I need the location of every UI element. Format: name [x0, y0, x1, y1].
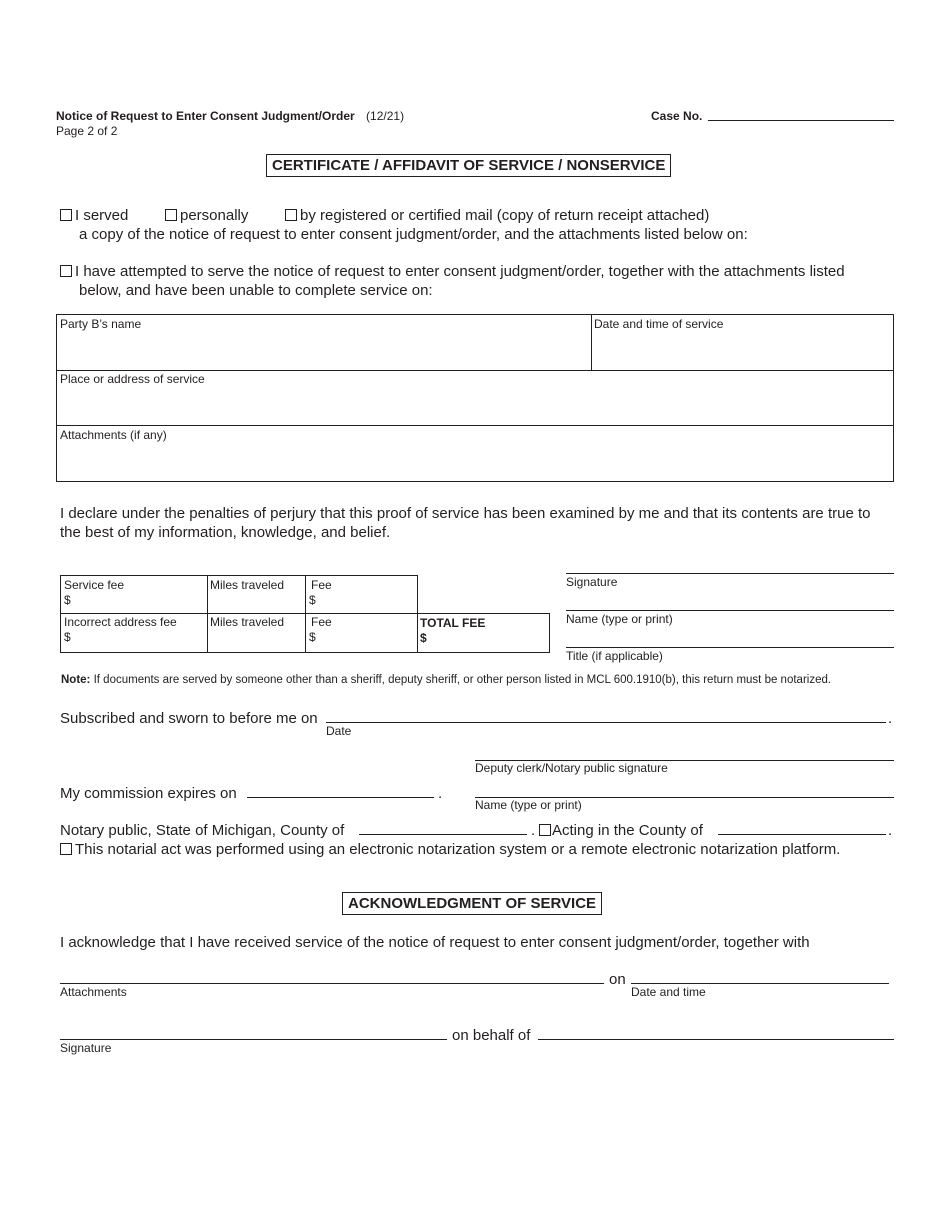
- incorrect-fee-label: Incorrect address fee: [64, 615, 177, 629]
- service-fee-dollar: $: [64, 593, 71, 607]
- fee-2-dollar: $: [309, 630, 316, 644]
- electronic-notarization-label: This notarial act was performed using an electronic notarization system or a remote electronic notarization platform.: [75, 841, 841, 858]
- commission-period: .: [438, 785, 443, 802]
- miles-traveled-2-field[interactable]: [207, 613, 306, 653]
- place-field[interactable]: [56, 370, 894, 426]
- name-print-label: Name (type or print): [566, 612, 673, 626]
- signature-field[interactable]: [566, 610, 894, 611]
- declaration-line-1: I declare under the penalties of perjury that this proof of service has been examined by me and that its contents are true to: [60, 505, 871, 522]
- commission-label: My commission expires on: [60, 785, 237, 802]
- mail-checkbox[interactable]: [285, 209, 297, 221]
- service-fee-label: Service fee: [64, 578, 125, 592]
- case-no-label: Case No.: [651, 109, 703, 123]
- attempted-checkbox[interactable]: [60, 265, 72, 277]
- electronic-notarization-checkbox[interactable]: [60, 843, 72, 855]
- incorrect-fee-dollar: $: [64, 630, 71, 644]
- title-label: Title (if applicable): [566, 649, 663, 663]
- ack-attachments-field[interactable]: [60, 983, 604, 984]
- fee-2-label: Fee: [311, 615, 332, 629]
- personally-checkbox[interactable]: [165, 209, 177, 221]
- miles-traveled-1-label: Miles traveled: [210, 578, 285, 592]
- signature-label: Signature: [566, 575, 618, 589]
- subscribed-date-field[interactable]: [326, 722, 886, 723]
- notary-county-label: Notary public, State of Michigan, County of: [60, 822, 345, 839]
- ack-attachments-label: Attachments: [60, 985, 127, 999]
- ack-on-label: on: [609, 971, 626, 988]
- ack-on-behalf-label: on behalf of: [452, 1027, 531, 1044]
- fee-1-label: Fee: [311, 578, 332, 592]
- incorrect-fee-field[interactable]: [60, 613, 208, 653]
- signature-line-top: [566, 573, 894, 574]
- acting-county-field[interactable]: [718, 834, 886, 835]
- personally-label: personally: [180, 207, 249, 224]
- fee-2-field[interactable]: [305, 613, 418, 653]
- attempted-label: I have attempted to serve the notice of request to enter consent judgment/order, together with the attachments listed: [75, 263, 845, 280]
- miles-traveled-2-label: Miles traveled: [210, 615, 285, 629]
- total-fee-field[interactable]: [417, 613, 550, 653]
- page-number: Page 2 of 2: [56, 124, 118, 138]
- name-print-field[interactable]: [566, 647, 894, 648]
- commission-date-field[interactable]: [247, 797, 434, 798]
- form-title: Notice of Request to Enter Consent Judgment/Order: [56, 109, 355, 123]
- attempted-description: below, and have been unable to complete service on:: [79, 282, 433, 299]
- ack-signature-field[interactable]: [60, 1039, 447, 1040]
- subscribed-period: .: [888, 710, 893, 727]
- notary-name-label: Name (type or print): [475, 798, 582, 812]
- total-fee-dollar: $: [420, 631, 427, 645]
- served-description: a copy of the notice of request to enter consent judgment/order, and the attachments listed below on:: [79, 226, 748, 243]
- total-fee-label: TOTAL FEE: [420, 616, 486, 630]
- fee-1-dollar: $: [309, 593, 316, 607]
- date-time-service-field[interactable]: [591, 314, 894, 371]
- party-name-label: Party B’s name: [60, 317, 142, 331]
- note: [61, 674, 831, 686]
- attachments-field[interactable]: [56, 426, 894, 482]
- ack-signature-label: Signature: [60, 1041, 112, 1055]
- miles-traveled-1-field[interactable]: [207, 575, 306, 614]
- note-label: Note:: [61, 674, 91, 686]
- fee-1-field[interactable]: [305, 575, 418, 614]
- form-version: (12/21): [366, 109, 405, 123]
- declaration-line-2: the best of my information, knowledge, and belief.: [60, 524, 391, 541]
- place-label: Place or address of service: [60, 372, 205, 386]
- notary-county-period: .: [531, 822, 536, 839]
- note-text: If documents are served by someone other than a sheriff, deputy sheriff, or other person listed in MCL 600.1910(b), this return must be notarized.: [93, 674, 832, 686]
- date-time-service-label: Date and time of service: [594, 317, 724, 331]
- acting-county-period: .: [888, 822, 893, 839]
- ack-date-time-field[interactable]: [631, 983, 889, 984]
- acting-county-label: Acting in the County of: [552, 822, 703, 839]
- acknowledgment-title: ACKNOWLEDGMENT OF SERVICE: [342, 892, 602, 915]
- deputy-signature-label: Deputy clerk/Notary public signature: [475, 761, 668, 775]
- service-fee-field[interactable]: [60, 575, 208, 614]
- acting-county-checkbox[interactable]: [539, 824, 551, 836]
- form-title-line: [56, 109, 404, 123]
- acknowledgment-text: I acknowledge that I have received service of the notice of request to enter consent judgment/order, together with: [60, 934, 810, 951]
- attachments-label: Attachments (if any): [60, 428, 167, 442]
- case-no-field[interactable]: [708, 120, 894, 121]
- mail-label: by registered or certified mail (copy of return receipt attached): [300, 207, 710, 224]
- served-checkbox[interactable]: [60, 209, 72, 221]
- subscribed-label: Subscribed and sworn to before me on: [60, 710, 318, 727]
- ack-on-behalf-field[interactable]: [538, 1039, 894, 1040]
- certificate-title: CERTIFICATE / AFFIDAVIT OF SERVICE / NONSERVICE: [266, 154, 671, 177]
- notary-county-field[interactable]: [359, 834, 527, 835]
- date-label: Date: [326, 724, 352, 738]
- served-label: I served: [75, 207, 129, 224]
- ack-date-time-label: Date and time: [631, 985, 706, 999]
- party-name-field[interactable]: [56, 314, 592, 371]
